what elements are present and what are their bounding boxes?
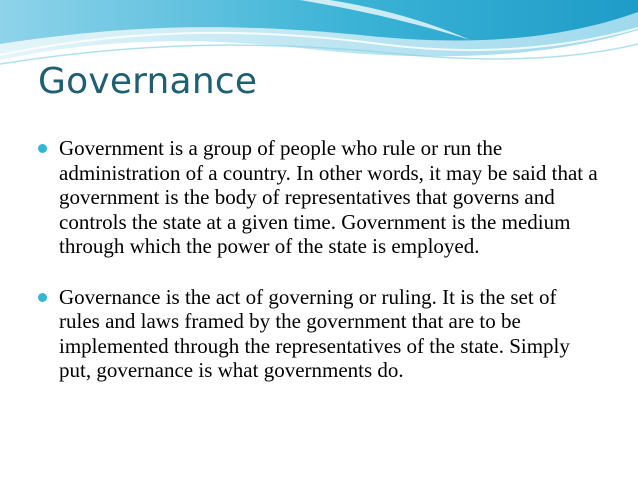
bullet-text: Government is a group of people who rule or run the administration of a country. In other words, it may be said that a government is the body of representatives that governs and controls the state at a given time. Government is the medium through which the power of the state is employed. bbox=[59, 136, 598, 258]
bullet-item-government bbox=[38, 136, 598, 259]
bullet-dot-icon bbox=[38, 144, 47, 153]
bullet-dot-icon bbox=[38, 293, 47, 302]
slide-title: Governance bbox=[38, 61, 258, 102]
bullet-item-governance bbox=[38, 285, 598, 383]
bullet-text: Governance is the act of governing or ruling. It is the set of rules and laws framed by the government that are to be implemented through the representatives of the state. Simply put, governance is what governments do. bbox=[59, 284, 570, 382]
bullet-list bbox=[38, 136, 598, 383]
